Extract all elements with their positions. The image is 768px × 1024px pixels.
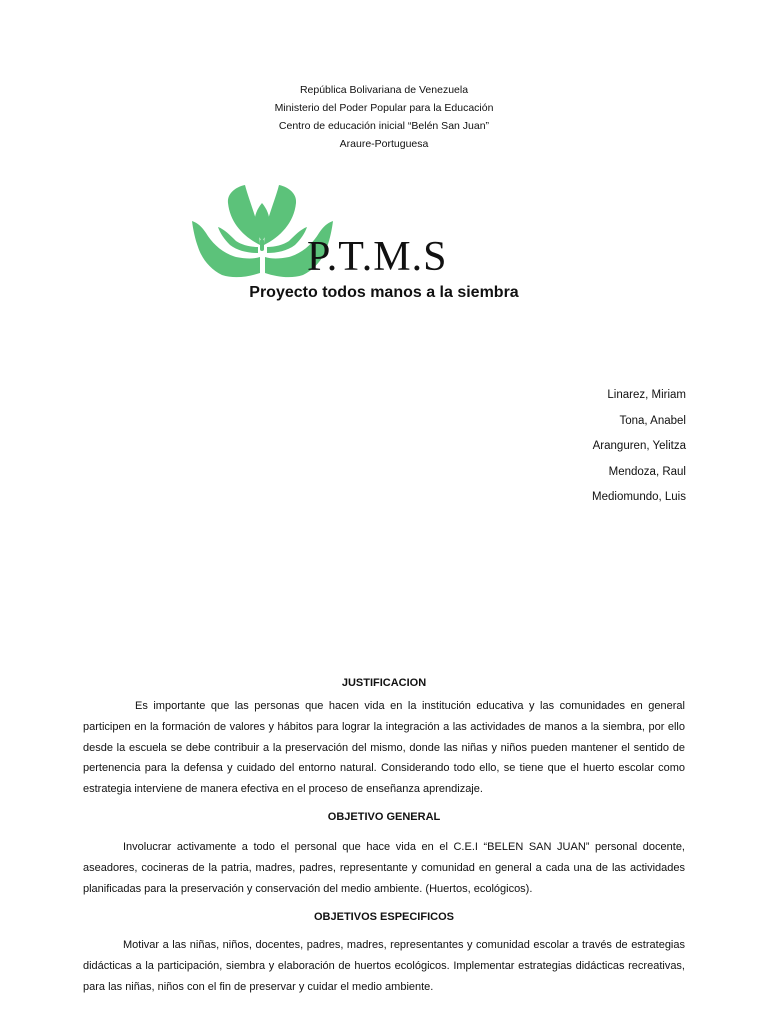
section-heading-justificacion: JUSTIFICACION [341, 677, 427, 689]
author-name: Mendoza, Raul [608, 465, 686, 478]
author-name: Aranguren, Yelitza [592, 440, 686, 452]
header-line-school: Centro de educación inicial “Belén San Juan” [278, 120, 490, 132]
justificacion-paragraph: Es importante que las personas que hacen vida en la institución educativa y las comunidades en general participen en la formación de valores y hábitos para lograr la integración a las actividades de manos a la siembra, por ello desde la escuela se debe contribuir a la preservación del mismo, donde las niñas y niños pueden mantener el sentido de pertenencia para la defensa y cuidado del entorno natural. Considerando todo ello, se tiene que el huerto escolar como estrategia interviene de manera efectiva en el proceso de enseñanza aprendizaje. [83, 700, 685, 796]
objetivo-general-paragraph: Involucrar activamente a todo el personal que hace vida en el C.E.I “BELEN SAN JUAN” personal docente, aseadores, cocineras de la patria, madres, padres, representante y comunidad en general a cada una de las actividades planificadas para la preservación y conservación del medio ambiente. (Huertos, ecológicos). [83, 841, 685, 895]
header-line-ministry: Ministerio del Poder Popular para la Educación [274, 102, 494, 114]
project-acronym-title: P.T.M.S [307, 234, 448, 280]
author-name: Tona, Anabel [619, 414, 686, 427]
author-name: Linarez, Miriam [607, 389, 686, 401]
header-line-location: Araure-Portuguesa [339, 138, 429, 150]
header-line-republic: República Bolivariana de Venezuela [299, 84, 469, 96]
section-heading-objetivo-general: OBJETIVO GENERAL [327, 811, 441, 823]
section-heading-objetivos-especificos: OBJETIVOS ESPECIFICOS [314, 911, 454, 923]
project-subtitle: Proyecto todos manos a la siembra [249, 284, 519, 301]
objetivos-especificos-paragraph: Motivar a las niñas, niños, docentes, padres, madres, representantes y comunidad escolar a través de estrategias didácticas a la participación, siembra y elaboración de huertos ecológicos. Implementar estrategias didácticas recreativas, para las niñas, niños con el fin de preservar y cuidar el medio ambiente. [83, 939, 685, 993]
institution-header [0, 81, 768, 153]
author-name: Mediomundo, Luis [592, 491, 686, 503]
authors-list [592, 386, 686, 514]
